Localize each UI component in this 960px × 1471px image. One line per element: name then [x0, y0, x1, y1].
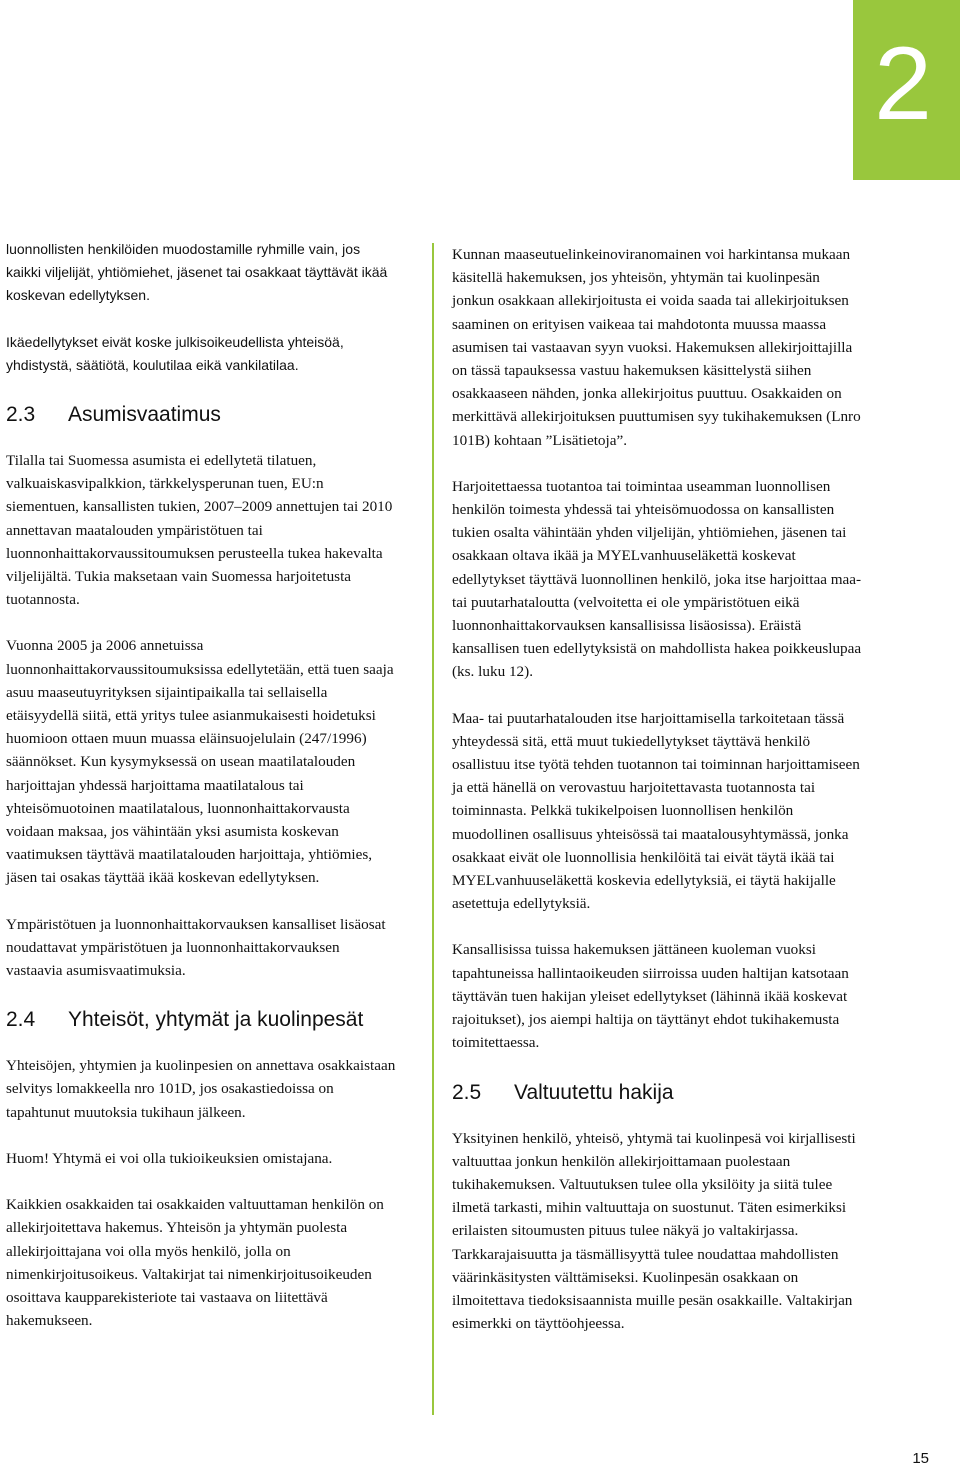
paragraph: luonnollisten henkilöiden muodostamille ryhmille vain, jos kaikki viljelijät, yhtiömiehet, jäsenet tai osakkaat täyttävät ikää koskevan edellytyksen.: [6, 241, 388, 304]
paragraph: Yhteisöjen, yhtymien ja kuolinpesien on annettava osakkaistaan selvitys lomakkeella nro 101D, jos osakastiedoissa on tapahtunut muutoksia tukihaun jälkeen.: [6, 1057, 396, 1121]
page-number: 15: [912, 1450, 929, 1467]
paragraph: Harjoitettaessa tuotantoa tai toimintaa useamman luonnollisen henkilön toimesta yhdessä tai yhteisömuodossa on kansallisten tukien osalta vähintään yhden viljelijän, yhtiömiehen, jäsenen tai osakkaan oltava ikää ja MYELvanhuuseläkettä koskevat edellytykset täyttävä luonnollinen henkilö, joka itse harjoittaa maa- tai puutarhataloutta (velvoitetta ei ole ympäristötuen eikä luonnonhaittakorvauksen kansallisissa lisäosissa). Eräistä kansallisen tuen edellytyksistä on mahdollista hakea poikkeuslupaa (ks. luku 12).: [452, 477, 862, 681]
paragraph: Yksityinen henkilö, yhteisö, yhtymä tai kuolinpesä voi kirjallisesti valtuuttaa jonkun henkilön allekirjoittamaan puolestaan tukihakemuksen. Valtuutuksen tulee olla yksilöity ja siitä tulee ilmetä tarkasti, mihin valtuuttaja on suostunut. Täten esimerkiksi erilaisten sitoumusten pituus tulee näkyä jo valtakirjassa. Tarkkarajaisuutta ja täsmällisyyttä tulee noudattaa mahdollisten väärinkäsitysten välttämiseksi. Kuolinpesän osakkaan on ilmoitettava tiedoksisaannista muille pesän osakkaille. Valtakirjan esimerkki on täyttöohjeessa.: [452, 1129, 856, 1333]
column-divider: [432, 243, 434, 1415]
section-number: 2.5: [452, 1080, 482, 1104]
right-column: [452, 243, 864, 1335]
paragraph: Vuonna 2005 ja 2006 annetuissa luonnonhaittakorvaussitoumuksissa edellytetään, että tuen saaja asuu maaseutuyrityksen sijaintipaikalla tai sellaisella etäisyydellä siitä, että yritys tulee asianmukaisesti hoidetuksi huomioon ottaen muun muassa eläinsuojelulain (247/1996) säännökset. Kun kysymyksessä on usean maatilatalouden harjoittajan yhdessä harjoittama maatilatalous tai yhteisömuotoinen maatilatalous, luonnonhaittakorvausta voidaan maksaa, jos vähintään yksi asumista koskevan vaatimuksen täyttävä maatilatalouden harjoittaja, yhtiömies, jäsen tai osakas täyttää ikää koskevan edellytyksen.: [6, 637, 394, 887]
section-heading-2-3: [6, 403, 398, 427]
paragraph: Maa- tai puutarhatalouden itse harjoittamisella tarkoitetaan tässä yhteydessä sitä, että muut tukiedellytykset täyttävä henkilö osallistuu itse työtä tehden tuotannon tai toiminnan harjoittamiseen ja että hänellä on verovastuu harjoitettavasta tuotannosta tai toiminnasta. Pelkkä tukikelpoisen luonnollisen henkilön muodollinen osallisuus yhteisössä tai maatalousyhtymässä, jonka osakkaat eivät ole luonnollisia henkilöitä tai eivät täytä ikää tai MYELvanhuuseläkettä koskevia edellytyksiä, ei täytä hakijalle asetettuja edellytyksiä.: [452, 709, 860, 913]
chapter-number: 2: [874, 26, 932, 142]
paragraph: Ikäedellytykset eivät koske julkisoikeudellista yhteisöä, yhdistystä, säätiötä, koulutilaa eikä vankilatilaa.: [6, 333, 344, 373]
paragraph: Ympäristötuen ja luonnonhaittakorvauksen kansalliset lisäosat noudattavat ympäristötuen ja luonnonhaittakorvauksen vastaavia asumisvaatimuksia.: [6, 915, 386, 980]
section-heading-2-4: [6, 1008, 398, 1032]
left-column: [6, 238, 398, 1332]
paragraph: Kansallisissa tuissa hakemuksen jättäneen kuoleman vuoksi tapahtuneissa hallintaoikeuden siirroissa uuden haltijan katsotaan täyttävän tuen hakijan yleiset edellytykset (lähinnä ikää koskevat rajoitukset), jos aiempi haltija on täyttänyt ehdot tukihakemusta toimitettaessa.: [452, 941, 849, 1052]
section-title: Valtuutettu hakija: [514, 1080, 674, 1104]
section-title: Yhteisöt, yhtymät ja kuolinpesät: [68, 1008, 364, 1032]
paragraph: Tilalla tai Suomessa asumista ei edellytetä tilatuen, valkuaiskasvipalkkion, tärkkelysperunan tuen, EU:n siementuen, kansallisten tukien, 2007–2009 annettujen tai 2010 annettavan maatalouden ympäristötuen tai luonnonhaittakorvaussitoumuksen perusteella tukea hakevalta viljelijältä. Tukia maksetaan vain Suomessa harjoitetusta tuotannosta.: [6, 452, 393, 609]
paragraph: Kaikkien osakkaiden tai osakkaiden valtuuttaman henkilön on allekirjoitettava hakemus. Yhteisön ja yhtymän puolesta allekirjoittajana voi olla myös henkilö, jolla on nimenkirjoitusoikeus. Valtakirjat tai nimenkirjoitusoikeuden osoittava kaupparekisteriote tai vastaava on liitettävä hakemukseen.: [6, 1196, 384, 1330]
section-heading-2-5: [452, 1081, 864, 1105]
chapter-tab: [853, 0, 960, 180]
paragraph: Kunnan maaseutuelinkeinoviranomainen voi harkintansa mukaan käsitellä hakemuksen, jos yhteisön, yhtymän tai kuolinpesän jonkun osakkaan allekirjoitusta ei voida saada tai allekirjoituksen saaminen on erityisen vaikeaa tai mahdotonta muussa maassa asumisen tai vastaavan syyn vuoksi. Hakemuksen allekirjoittajilla on tässä tapauksessa vastuu hakemuksen käsittelystä siihen osakkaaseen nähden, jonka allekirjoitus puuttuu. Osakkaiden on merkittävä allekirjoituksen puuttumisen syy tukihakemuksen (Lnro 101B) kohtaan ”Lisätietoja”.: [452, 246, 861, 449]
section-title: Asumisvaatimus: [68, 403, 221, 427]
section-number: 2.3: [6, 403, 36, 427]
paragraph: Huom! Yhtymä ei voi olla tukioikeuksien omistajana.: [6, 1149, 333, 1167]
section-number: 2.4: [6, 1008, 36, 1032]
